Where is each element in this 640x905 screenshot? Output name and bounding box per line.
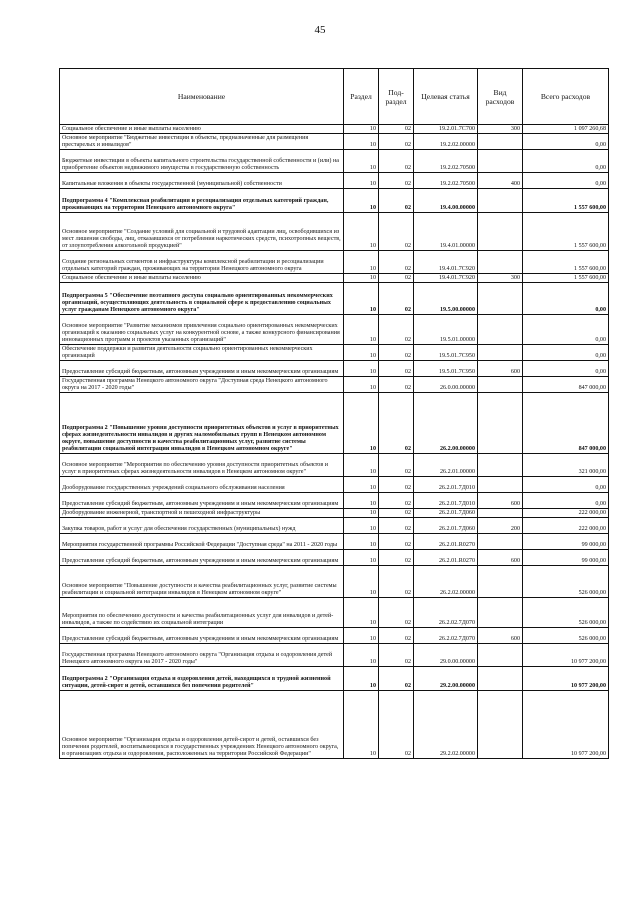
cell-subsection: 02 (379, 550, 414, 566)
cell-subsection: 02 (379, 644, 414, 667)
cell-subsection: 02 (379, 493, 414, 509)
header-row (60, 69, 609, 125)
cell-section: 10 (344, 628, 379, 644)
cell-subsection: 02 (379, 315, 414, 345)
cell-section: 10 (344, 251, 379, 274)
cell-name: Капитальные вложения в объекты государственной (муниципальной) собственности (60, 173, 344, 189)
table-row (60, 283, 609, 315)
cell-name: Предоставление субсидий бюджетным, автономным учреждениям и иным некоммерческим организациям (60, 628, 344, 644)
table-row (60, 644, 609, 667)
table-row (60, 345, 609, 361)
cell-amount: 99 000,00 (523, 534, 609, 550)
cell-amount: 0,00 (523, 134, 609, 150)
page-number: 45 (314, 24, 326, 36)
cell-subsection: 02 (379, 251, 414, 274)
cell-amount: 0,00 (523, 315, 609, 345)
cell-target: 26.2.01.R0270 (414, 550, 478, 566)
cell-amount: 1 557 600,00 (523, 213, 609, 251)
table-row (60, 173, 609, 189)
cell-section: 10 (344, 213, 379, 251)
cell-name: Дооборудование инженерной, транспортной и пешеходной инфраструктуры (60, 509, 344, 518)
cell-section: 10 (344, 598, 379, 628)
cell-name: Основное мероприятие "Создание условий для социальной и трудовой адаптации лиц, освободившихся из мест лишения свободы, лиц, отказавшихся от потребления наркотических средств, психотропных веществ, от злоупотребления алкогольной продукцией" (60, 213, 344, 251)
cell-subsection: 02 (379, 509, 414, 518)
cell-target: 19.4.01.00000 (414, 213, 478, 251)
cell-amount: 526 000,00 (523, 566, 609, 598)
cell-subsection: 02 (379, 173, 414, 189)
table-row (60, 251, 609, 274)
cell-amount: 0,00 (523, 361, 609, 377)
cell-section: 10 (344, 667, 379, 691)
cell-amount: 526 000,00 (523, 628, 609, 644)
cell-section: 10 (344, 125, 379, 134)
cell-name: Основное мероприятие "Организация отдыха и оздоровления детей-сирот и детей, оставшихся без попечения родителей, воспитывающихся в государственных учреждениях Ненецкого автономного округа, в организациях отдыха и оздоровления, расположенных на территории Российской Федерации" (60, 691, 344, 759)
table-row (60, 691, 609, 759)
cell-subsection: 02 (379, 628, 414, 644)
table-row (60, 518, 609, 534)
cell-target: 26.0.00.00000 (414, 377, 478, 393)
cell-target: 26.2.01.7Д010 (414, 477, 478, 493)
cell-kind: 200 (478, 518, 523, 534)
cell-name: Бюджетные инвестиции в объекты капитального строительства государственной собственности и (или) на приобретение объектов недвижимого имущества в государственную собственность (60, 150, 344, 173)
cell-kind (478, 534, 523, 550)
table-row (60, 598, 609, 628)
cell-subsection: 02 (379, 393, 414, 454)
cell-kind (478, 566, 523, 598)
cell-target: 19.5.01.7С950 (414, 361, 478, 377)
cell-section: 10 (344, 550, 379, 566)
cell-target: 19.2.02.00000 (414, 134, 478, 150)
cell-section: 10 (344, 361, 379, 377)
cell-target: 19.5.01.00000 (414, 315, 478, 345)
cell-section: 10 (344, 566, 379, 598)
table-row (60, 189, 609, 213)
cell-kind (478, 667, 523, 691)
cell-kind (478, 477, 523, 493)
cell-subsection: 02 (379, 518, 414, 534)
cell-amount: 10 977 200,00 (523, 691, 609, 759)
cell-name: Предоставление субсидий бюджетным, автономным учреждениям и иным некоммерческим организациям (60, 493, 344, 509)
cell-name: Социальное обеспечение и иные выплаты населению (60, 125, 344, 134)
cell-section: 10 (344, 509, 379, 518)
cell-kind (478, 691, 523, 759)
cell-subsection: 02 (379, 361, 414, 377)
cell-target: 19.2.01.7С700 (414, 125, 478, 134)
cell-target: 19.5.00.00000 (414, 283, 478, 315)
cell-kind: 400 (478, 173, 523, 189)
cell-kind: 300 (478, 125, 523, 134)
table-row (60, 566, 609, 598)
cell-kind (478, 509, 523, 518)
cell-target: 26.2.01.7Д060 (414, 518, 478, 534)
cell-subsection: 02 (379, 274, 414, 283)
cell-name: Государственная программа Ненецкого автономного округа "Организация отдыха и оздоровления детей Ненецкого автономного округа на 2017 - 2020 годы" (60, 644, 344, 667)
cell-amount: 10 977 200,00 (523, 667, 609, 691)
table-row (60, 550, 609, 566)
cell-amount: 847 000,00 (523, 377, 609, 393)
cell-name: Подпрограмма 5 "Обеспечение поэтапного доступа социально ориентированных некоммерческих организаций, осуществляющих деятельность в социальной сфере к предоставлению социальных услуг гражданам Ненецкого автономного округа" (60, 283, 344, 315)
table-row (60, 534, 609, 550)
cell-name: Основное мероприятие "Мероприятия по обеспечению уровня доступности приоритетных объектов и услуг в приоритетных сферах жизнедеятельности инвалидов в Ненецком автономном округе" (60, 454, 344, 477)
table-row (60, 361, 609, 377)
cell-target: 29.0.00.00000 (414, 644, 478, 667)
cell-section: 10 (344, 150, 379, 173)
table-row (60, 213, 609, 251)
cell-section: 10 (344, 518, 379, 534)
cell-amount: 0,00 (523, 150, 609, 173)
cell-target: 26.2.02.7Д070 (414, 598, 478, 628)
header-section: Раздел (344, 69, 379, 125)
header-subsection: Под-раздел (379, 69, 414, 125)
cell-subsection: 02 (379, 667, 414, 691)
cell-amount: 1 557 600,00 (523, 189, 609, 213)
cell-kind (478, 644, 523, 667)
cell-name: Предоставление субсидий бюджетным, автономным учреждениям и иным некоммерческим организациям (60, 361, 344, 377)
cell-target: 19.4.01.7С920 (414, 274, 478, 283)
cell-name: Обеспечение поддержки и развития деятельности социально ориентированных некоммерческих организаций (60, 345, 344, 361)
cell-name: Подпрограмма 2 "Организация отдыха и оздоровления детей, находящихся в трудной жизненной ситуации, детей-сирот и детей, оставшихся без попечения родителей" (60, 667, 344, 691)
table-row (60, 274, 609, 283)
cell-target: 29.2.02.00000 (414, 691, 478, 759)
cell-name: Основное мероприятие "Бюджетные инвестиции в объекты, предназначенные для размещения престарелых и инвалидов" (60, 134, 344, 150)
cell-section: 10 (344, 274, 379, 283)
cell-name: Мероприятия государственной программы Российской Федерации "Доступная среда" на 2011 - 2020 годы (60, 534, 344, 550)
budget-table (59, 68, 609, 759)
cell-name: Дооборудование государственных учреждений социального обслуживания населения (60, 477, 344, 493)
cell-target: 19.4.01.7С920 (414, 251, 478, 274)
cell-amount: 1 557 600,00 (523, 274, 609, 283)
cell-amount: 99 000,00 (523, 550, 609, 566)
cell-kind (478, 213, 523, 251)
cell-target: 19.5.01.7С950 (414, 345, 478, 361)
cell-target: 19.2.02.70500 (414, 150, 478, 173)
cell-kind: 600 (478, 550, 523, 566)
cell-target: 26.2.01.7Д060 (414, 509, 478, 518)
table-row (60, 377, 609, 393)
cell-subsection: 02 (379, 345, 414, 361)
header-total: Всего расходов (523, 69, 609, 125)
cell-subsection: 02 (379, 566, 414, 598)
table-body (60, 125, 609, 759)
cell-subsection: 02 (379, 134, 414, 150)
cell-target: 26.2.02.7Д070 (414, 628, 478, 644)
cell-target: 26.2.01.R0270 (414, 534, 478, 550)
cell-section: 10 (344, 644, 379, 667)
cell-name: Подпрограмма 2 "Повышение уровня доступности приоритетных объектов и услуг в приоритетных сферах жизнедеятельности инвалидов и других маломобильных групп в Ненецком автономном округе, повышение доступности и качества реабилитационных услуг, развитие системы реабилитации социальной интеграции инвалидов в Ненецком автономном округе" (60, 393, 344, 454)
cell-target: 19.2.02.70500 (414, 173, 478, 189)
cell-target: 19.4.00.00000 (414, 189, 478, 213)
cell-section: 10 (344, 345, 379, 361)
table-row (60, 150, 609, 173)
cell-name: Закупка товаров, работ и услуг для обеспечения государственных (муниципальных) нужд (60, 518, 344, 534)
cell-subsection: 02 (379, 125, 414, 134)
cell-kind (478, 454, 523, 477)
cell-kind: 600 (478, 628, 523, 644)
header-kind: Вид расходов (478, 69, 523, 125)
cell-target: 26.2.01.00000 (414, 454, 478, 477)
cell-subsection: 02 (379, 213, 414, 251)
cell-subsection: 02 (379, 377, 414, 393)
cell-kind: 300 (478, 274, 523, 283)
table-row (60, 493, 609, 509)
cell-name: Подпрограмма 4 "Комплексная реабилитация и ресоциализация отдельных категорий граждан, проживающих на территории Ненецкого автономного округа" (60, 189, 344, 213)
cell-target: 26.2.02.00000 (414, 566, 478, 598)
cell-subsection: 02 (379, 534, 414, 550)
cell-subsection: 02 (379, 283, 414, 315)
table-row (60, 134, 609, 150)
table-row (60, 125, 609, 134)
cell-section: 10 (344, 189, 379, 213)
cell-amount: 321 000,00 (523, 454, 609, 477)
cell-section: 10 (344, 315, 379, 345)
cell-kind (478, 315, 523, 345)
cell-amount: 222 000,00 (523, 518, 609, 534)
cell-kind (478, 134, 523, 150)
cell-amount: 1 557 600,00 (523, 251, 609, 274)
cell-section: 10 (344, 534, 379, 550)
cell-target: 29.2.00.00000 (414, 667, 478, 691)
table-row (60, 477, 609, 493)
cell-section: 10 (344, 377, 379, 393)
cell-subsection: 02 (379, 189, 414, 213)
cell-subsection: 02 (379, 150, 414, 173)
cell-kind (478, 283, 523, 315)
cell-kind (478, 377, 523, 393)
cell-amount: 10 977 200,00 (523, 644, 609, 667)
cell-amount: 0,00 (523, 283, 609, 315)
cell-amount: 0,00 (523, 477, 609, 493)
cell-section: 10 (344, 283, 379, 315)
cell-section: 10 (344, 454, 379, 477)
table-row (60, 454, 609, 477)
cell-name: Государственная программа Ненецкого автономного округа "Доступная среда Ненецкого автономного округа на 2017 - 2020 годы" (60, 377, 344, 393)
cell-subsection: 02 (379, 691, 414, 759)
cell-amount: 0,00 (523, 493, 609, 509)
cell-kind (478, 251, 523, 274)
cell-kind (478, 150, 523, 173)
cell-section: 10 (344, 393, 379, 454)
table-row (60, 628, 609, 644)
header-name: Наименование (60, 69, 344, 125)
table-row (60, 393, 609, 454)
cell-kind (478, 345, 523, 361)
header-target: Целевая статья (414, 69, 478, 125)
cell-section: 10 (344, 134, 379, 150)
cell-subsection: 02 (379, 477, 414, 493)
table-row (60, 315, 609, 345)
table-row (60, 509, 609, 518)
cell-target: 26.2.01.7Д010 (414, 493, 478, 509)
cell-subsection: 02 (379, 454, 414, 477)
cell-kind: 600 (478, 361, 523, 377)
table-row (60, 667, 609, 691)
cell-amount: 0,00 (523, 345, 609, 361)
cell-section: 10 (344, 477, 379, 493)
cell-name: Основное мероприятие "Повышение доступности и качества реабилитационных услуг, развитие системы реабилитации и социальной интеграции инвалидов в Ненецком автономном округе" (60, 566, 344, 598)
cell-section: 10 (344, 173, 379, 189)
cell-section: 10 (344, 493, 379, 509)
cell-amount: 0,00 (523, 173, 609, 189)
cell-kind (478, 393, 523, 454)
cell-name: Создание региональных сегментов и инфраструктуры комплексной реабилитации и ресоциализации отдельных категорий граждан, проживающих на территории Ненецкого автономного округа (60, 251, 344, 274)
cell-kind (478, 598, 523, 628)
cell-name: Социальное обеспечение и иные выплаты населению (60, 274, 344, 283)
cell-name: Предоставление субсидий бюджетным, автономным учреждениям и иным некоммерческим организациям (60, 550, 344, 566)
cell-target: 26.2.00.00000 (414, 393, 478, 454)
cell-kind (478, 189, 523, 213)
cell-amount: 1 097 260,68 (523, 125, 609, 134)
cell-amount: 847 000,00 (523, 393, 609, 454)
table-header (60, 69, 609, 125)
cell-kind: 600 (478, 493, 523, 509)
cell-name: Мероприятия по обеспечению доступности и качества реабилитационных услуг для инвалидов и детей-инвалидов, а также по содействию их социальной интеграции (60, 598, 344, 628)
cell-name: Основное мероприятие "Развитие механизмов привлечения социально ориентированных некоммерческих организаций к оказанию социальных услуг на конкурентной основе, а также конкурсного финансирования инновационных программ и проектов указанных организаций" (60, 315, 344, 345)
cell-amount: 526 000,00 (523, 598, 609, 628)
cell-subsection: 02 (379, 598, 414, 628)
cell-section: 10 (344, 691, 379, 759)
cell-amount: 222 000,00 (523, 509, 609, 518)
